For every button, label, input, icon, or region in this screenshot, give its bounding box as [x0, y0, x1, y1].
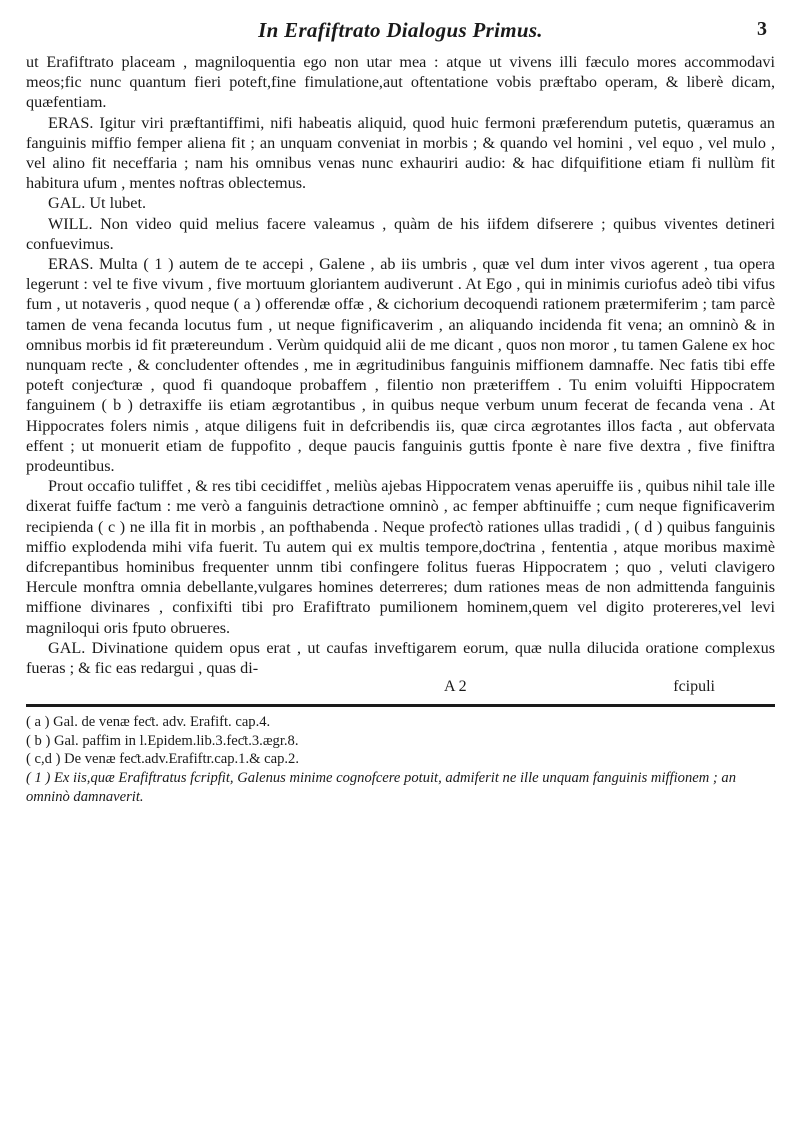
footnote-rule	[26, 704, 775, 707]
running-head	[26, 18, 775, 52]
footnote: ( c,d ) De venæ feƈt.adv.Erafiftr.cap.1.& cap.2.	[26, 751, 299, 768]
paragraph: ERAS. Igitur viri præftantiffimi, nifi habeatis aliquid, quod huic fermoni præferendum putetis, quæramus an fanguinis miffio femper aliena fit ; an unquam conveniat in morbis ; & quando vel homini , vel equo , vel mulo , vel alino fit neceffaria ; nam his omnibus venas nunc exhauriri audio: & hac difquifitione etiam fi nullùm fit habitura ufum , mentes noftras oblectemus.	[26, 113, 775, 193]
running-title: In Erafiftrato Dialogus Primus.	[258, 18, 543, 42]
page-number: 3	[757, 18, 767, 40]
catchword: fcipuli	[673, 678, 715, 696]
footnotes	[26, 713, 775, 806]
paragraph: GAL. Ut lubet.	[48, 194, 147, 213]
paragraph: ut Erafiftrato placeam , magniloquentia ego non utar mea : atque ut vivens illi fæculo mores accommodavi meos;fic nunc quantum fieri poteft,fine fimulatione,aut oftentatione vobis præftabo operam, & liberè dicam, quæfentiam.	[26, 53, 775, 112]
footnote: ( 1 ) Ex iis,quæ Erafiftratus fcripfit, Galenus minime cognofcere potuit, admiferit ne ille unquam fanguinis miffionem ; an omninò damnaverit.	[26, 770, 737, 805]
footnote: ( b ) Gal. paffim in l.Epidem.lib.3.feƈt.3.ægr.8.	[26, 732, 299, 749]
paragraph: GAL. Divinatione quidem opus erat , ut caufas inveftigarem eorum, quæ nulla dilucida oratione complexus fueras ; & fic eas redargui , quas di-	[26, 638, 775, 678]
page-foot-marks	[26, 678, 775, 698]
paragraph: ERAS. Multa ( 1 ) autem de te accepi , Galene , ab iis umbris , quæ vel dum inter vivos agerent , tua opera legerunt : vel te five vivum , five mortuum gloriantem audiverunt . At Ego , qui in minimis curiofus adeò tibi vifus fum , ut notaveris , quod neque ( a ) offerendæ offæ , & cichorium decoquendi rationem prætermiferim ; tam parcè tamen de vena fecanda locutus fum , ut neque fignificaverim , an aliquando incidenda fit vena; an omninò & in omnibus morbis id fit prætereundum . Verùm quidquid alii de me dicant , quos non moror , tu tamen Galene ex hoc nunquam reƈte , & concludenter oftendes , me in ægritudinibus fanguinis miffionem damnaffe. Nec fatis tibi effe poteft conjeƈturæ , quod fi quandoque probaffem , filentio non præteriffem . Tu enim voluifti Hippocratem fanguinem ( b ) detraxiffe iis etiam ægrotantibus , in quibus neque verbum unum fecerat de fecanda vena . At Hippocrates folers nimis , atque diligens fuit in defcribendis iis, quæ circa ægrotantes illos faƈta , aut obfervata effent ; ut monuerit etiam de fuppofito , deque paucis fanguinis guttis fponte è nare five dextra , five finiftra prodeuntibus.	[26, 255, 775, 476]
main-text	[26, 52, 775, 678]
paragraph: Prout occafio tuliffet , & res tibi cecidiffet , meliùs ajebas Hippocratem venas aperuiffe iis , quibus nihil tale ille dixerat fuiffe faƈtum : me verò a fanguinis detraƈtione omninò , ac femper abftinuiffe ; cum neque fignificaverim recipienda ( c ) ne illa fit in morbis , an pofthabenda . Neque profeƈtò rationes ullas tradidi , ( d ) quibus fanguinis miffio explodenda mihi vifa fuerit. Tu autem qui ex multis tempore,doƈtrina , fententia , atque moribus maximè difcrepantibus hominibus frequenter unnm tibi confingere folitus fueras Hippocratem ; quo , veluti clavigero Hercule monftra omnia debellante,vulgares homines deterreres; dum rationes meas de non admittenda fanguinis miffione divinares , confixifti tibi pro Erafiftrato pumilionem hominem,quem vel digito protereres,vel levi magniloqui oris fputo obrueres.	[26, 477, 775, 637]
signature-mark: A 2	[444, 678, 467, 696]
paragraph: WILL. Non video quid melius facere valeamus , quàm de his iifdem difserere ; quibus viventes detineri confuevimus.	[26, 214, 775, 253]
footnote: ( a ) Gal. de venæ feƈt. adv. Erafift. cap.4.	[26, 714, 271, 731]
